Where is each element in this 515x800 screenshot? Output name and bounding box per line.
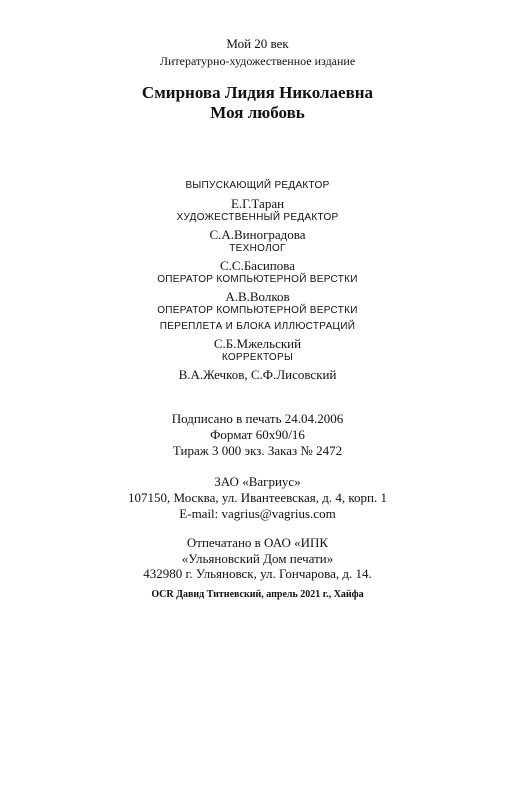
printer-line: Отпечатано в ОАО «ИПК (186, 535, 329, 550)
printer-name: «Ульяновский Дом печати» (181, 551, 334, 566)
publisher-address: 107150, Москва, ул. Ивантеевская, д. 4, корп. 1 (127, 490, 388, 505)
credit-name: С.А.Виноградова (209, 227, 306, 242)
credit-role: ОПЕРАТОР КОМПЬЮТЕРНОЙ ВЕРСТКИ (157, 305, 358, 316)
credit-name: В.А.Жечков, С.Ф.Лисовский (178, 367, 337, 382)
credit-role: ХУДОЖЕСТВЕННЫЙ РЕДАКТОР (176, 212, 339, 223)
credit-name: А.В.Волков (225, 289, 290, 304)
credit-name: С.Б.Мжельский (213, 336, 302, 351)
print-signed-date: Подписано в печать 24.04.2006 (171, 411, 344, 426)
credit-name: Е.Г.Таран (230, 196, 285, 211)
credit-name: С.С.Басипова (220, 258, 295, 273)
credit-role-continued: ПЕРЕПЛЕТА И БЛОКА ИЛЛЮСТРАЦИЙ (159, 321, 356, 332)
print-format: Формат 60x90/16 (210, 427, 305, 442)
print-run: Тираж 3 000 экз. Заказ № 2472 (172, 443, 343, 458)
publisher-email: E-mail: vagrius@vagrius.com (179, 506, 336, 521)
credit-role: ОПЕРАТОР КОМПЬЮТЕРНОЙ ВЕРСТКИ (157, 274, 358, 285)
publisher-name: ЗАО «Вагриус» (214, 474, 301, 489)
series-name: Мой 20 век (226, 36, 289, 51)
credit-role: ТЕХНОЛОГ (229, 243, 286, 254)
printer-address: 432980 г. Ульяновск, ул. Гончарова, д. 14. (143, 566, 372, 581)
edition-type: Литературно-художественное издание (159, 54, 356, 68)
book-title: Моя любовь (210, 103, 305, 122)
ocr-note: OCR Давид Титневский, апрель 2021 г., Хайфа (151, 589, 364, 600)
credit-role: ВЫПУСКАЮЩИЙ РЕДАКТОР (185, 180, 330, 191)
credit-role: КОРРЕКТОРЫ (221, 352, 294, 363)
book-author: Смирнова Лидия Николаевна (141, 83, 374, 102)
